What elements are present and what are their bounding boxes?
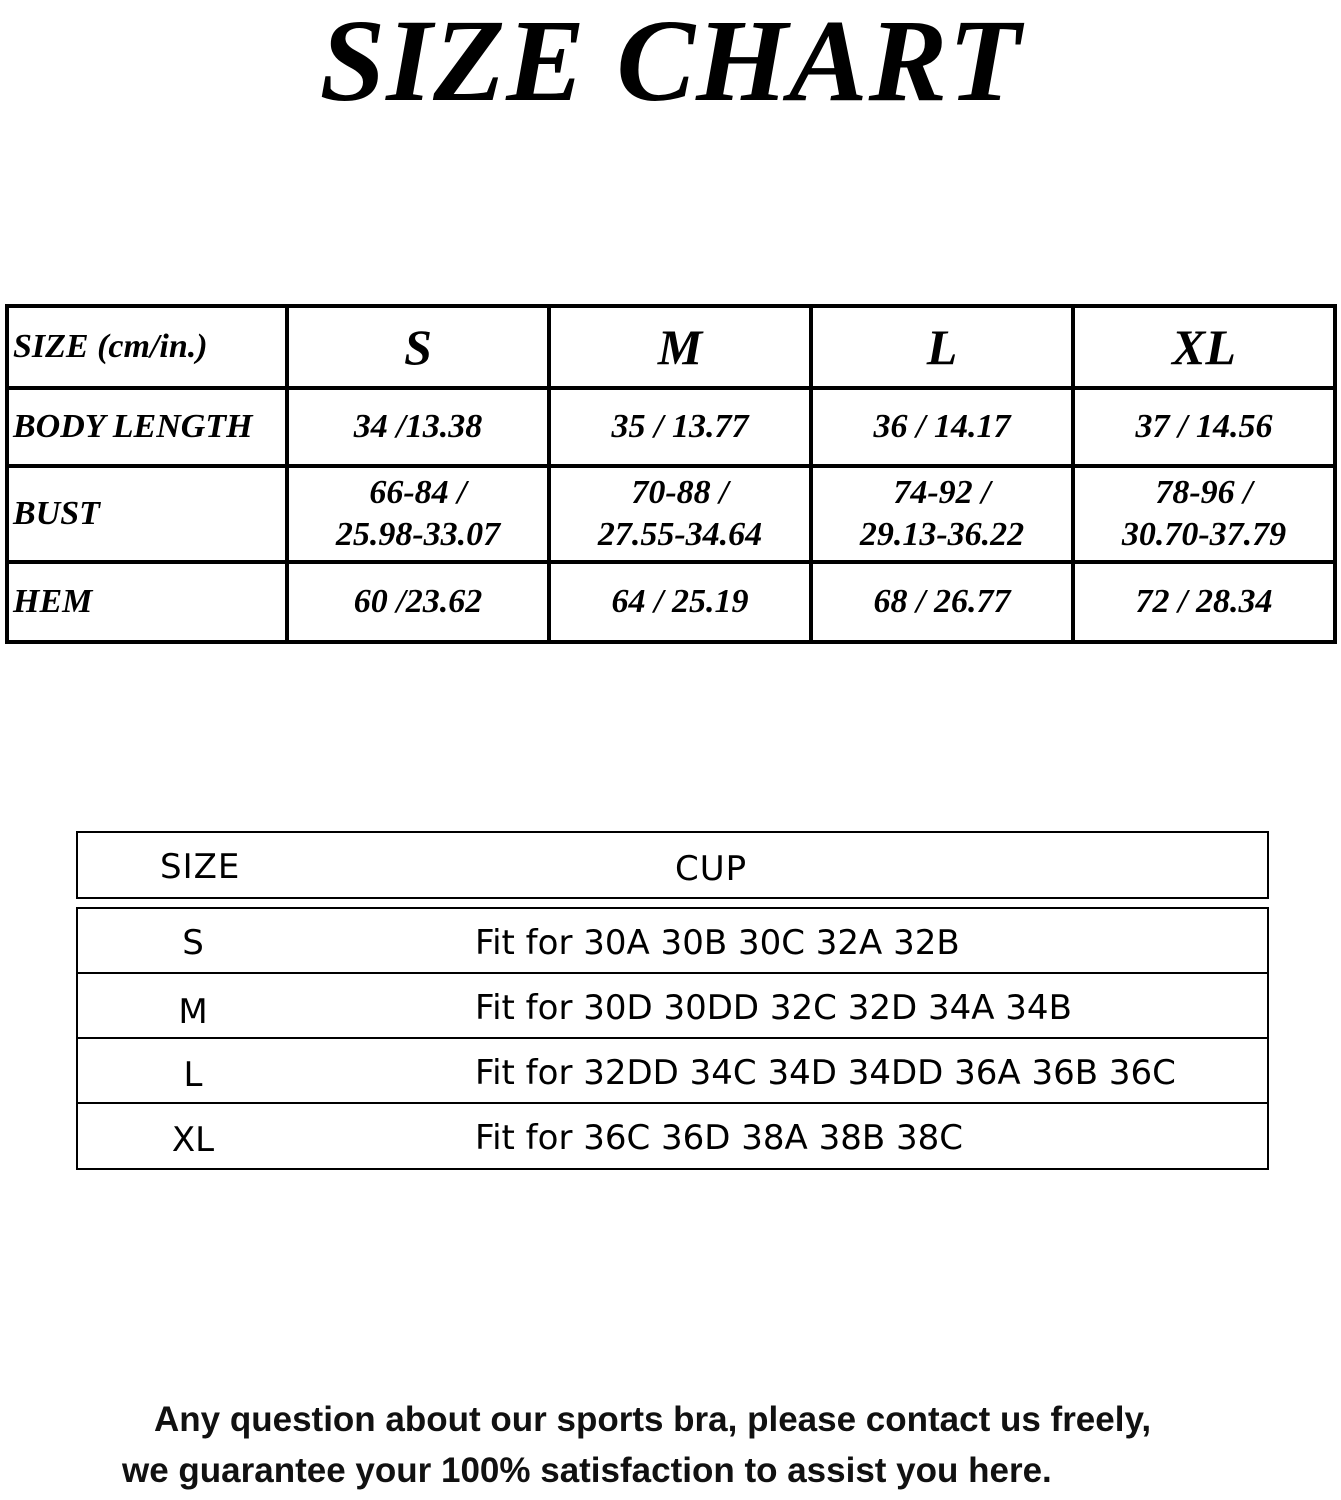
size-header-m: M [549,306,811,388]
table-header-row [7,306,1335,388]
cell-value: 64 / 25.19 [611,582,749,620]
table-cell [287,562,549,642]
cell-value-cm: 78-96 / [1155,473,1253,511]
cell-value: 35 / 13.77 [611,407,749,445]
cell-value-cm: 70-88 / [631,473,729,511]
cup-row-size: M [178,992,208,1032]
table-row [78,1104,1267,1168]
footer-line-1: Any question about our sports bra, please contact us freely, [154,1400,1152,1439]
row-label-hem: HEM [7,562,287,642]
table-cell [287,466,549,562]
table-cell [811,562,1073,642]
cell-value-in: 29.13-36.22 [859,516,1025,553]
cell-value-in: 25.98-33.07 [335,516,501,553]
cell-value-in: 27.55-34.64 [597,516,763,553]
size-header-s: S [287,306,549,388]
cell-value: 37 / 14.56 [1135,407,1273,445]
cup-size-header: SIZE [160,847,241,887]
footer-line-2: we guarantee your 100% satisfaction to assist you here. [122,1451,1052,1490]
measurement-table [5,304,1337,644]
table-row [78,1039,1267,1104]
table-cell [287,388,549,466]
size-header-xl: XL [1073,306,1335,388]
cell-value: 60 /23.62 [353,582,483,620]
table-cell [1073,388,1335,466]
cell-value: 34 /13.38 [353,407,483,445]
table-cell [549,466,811,562]
row-label-body-length: BODY LENGTH [7,388,287,466]
page-title: SIZE CHART [319,0,1022,126]
table-cell [1073,562,1335,642]
table-cell [1073,466,1335,562]
table-cell [811,388,1073,466]
cup-row-fit: Fit for 32DD 34C 34D 34DD 36A 36B 36C [475,1053,1176,1093]
table-row [78,909,1267,974]
cup-row-fit: Fit for 30A 30B 30C 32A 32B [475,923,960,963]
cell-value: 72 / 28.34 [1135,582,1273,620]
cell-value-cm: 74-92 / [893,473,991,511]
cup-row-fit: Fit for 30D 30DD 32C 32D 34A 34B [475,988,1072,1028]
cell-value-cm: 66-84 / [369,473,467,511]
size-unit-header: SIZE (cm/in.) [7,306,287,388]
table-cell [811,466,1073,562]
table-row [7,562,1335,642]
cup-row-fit: Fit for 36C 36D 38A 38B 38C [475,1118,964,1158]
cup-header: CUP [675,849,748,889]
table-cell [549,562,811,642]
cup-row-size: L [183,1055,203,1095]
cell-value: 36 / 14.17 [873,407,1011,445]
size-header-l: L [811,306,1073,388]
row-label-bust: BUST [7,466,287,562]
table-row [7,388,1335,466]
cup-table-header [76,831,1269,899]
table-cell [549,388,811,466]
table-row [78,974,1267,1039]
cell-value-in: 30.70-37.79 [1121,516,1287,553]
cup-row-size: S [182,923,204,963]
cup-row-size: XL [171,1120,215,1160]
cell-value: 68 / 26.77 [873,582,1011,620]
table-row [7,466,1335,562]
cup-table-body [76,907,1269,1170]
